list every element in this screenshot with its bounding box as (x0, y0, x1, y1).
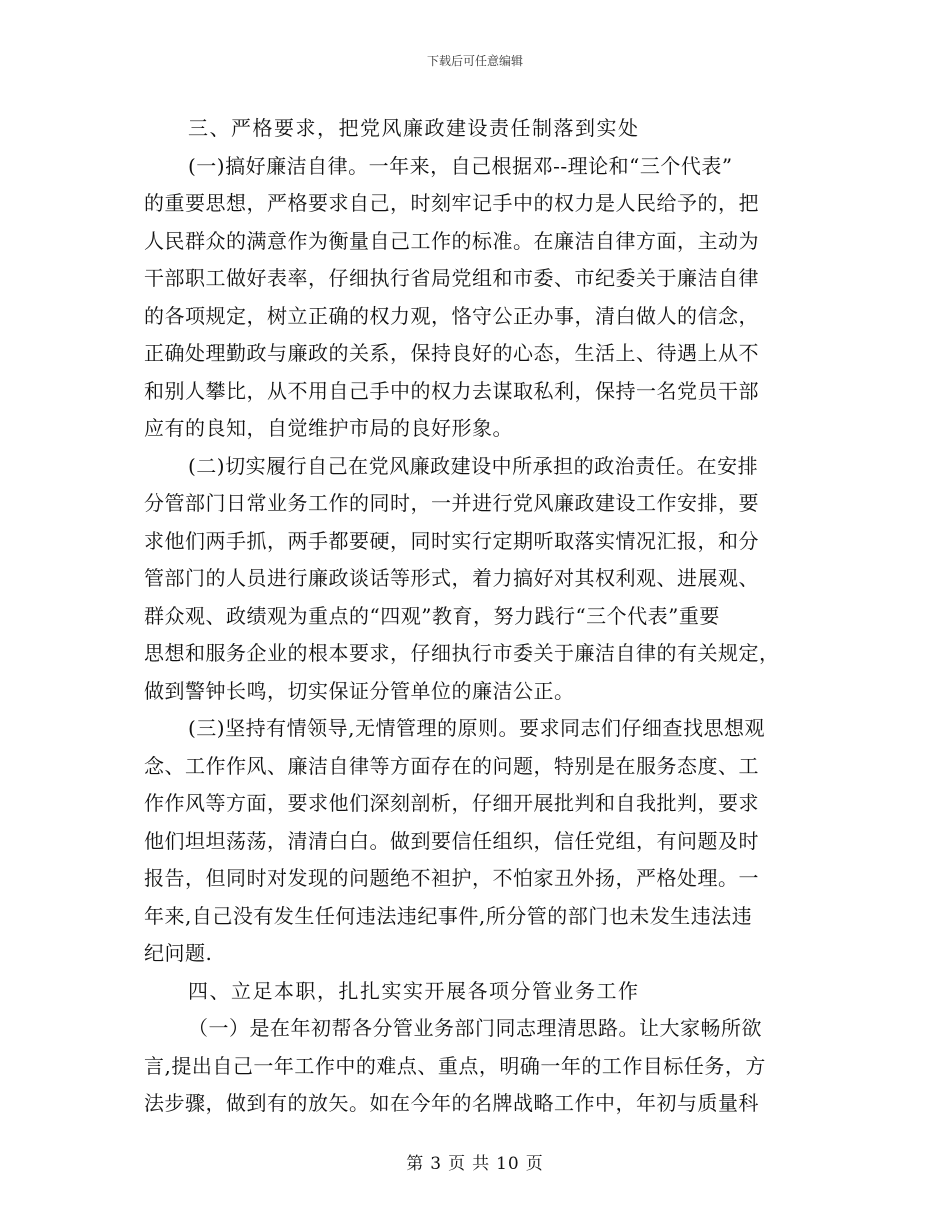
paragraph-line: 报告，但同时对发现的问题绝不袒护，不怕家丑外扬，严格处理。一 (144, 866, 759, 890)
paragraph-line: 求他们两手抓，两手都要硬，同时实行定期听取落实情况汇报，和分 (144, 528, 759, 553)
footer-suffix: 页 (525, 1154, 544, 1174)
page-header-note: 下载后可任意编辑 (426, 54, 523, 68)
section-heading: 三、严格要求，把党风廉政建设责任制落到实处 (188, 116, 640, 140)
paragraph-line: 的重要思想，严格要求自己，时刻牢记手中的权力是人民给予的，把 (144, 191, 759, 215)
footer-prefix: 第 (406, 1154, 425, 1174)
current-page-number: 3 (430, 1154, 443, 1174)
paragraph-line: 他们坦坦荡荡，清清白白。做到要信任组织，信任党组，有问题及时 (144, 828, 759, 853)
paragraph-line: 分管部门日常业务工作的同时，一并进行党风廉政建设工作安排，要 (144, 491, 759, 515)
document-body (144, 110, 809, 1123)
paragraph-line: (三)坚持有情领导,无情管理的原则。要求同志们仔细查找思想观 (188, 716, 765, 740)
footer-page-word: 页 (448, 1154, 467, 1174)
paragraph-line: （一）是在年初帮各分管业务部门同志理清思路。让大家畅所欲 (188, 1016, 762, 1040)
paragraph-line: 纪问题. (144, 941, 213, 965)
paragraph-line: 和别人攀比，从不用自己手中的权力去谋取私利，保持一名党员干部 (144, 378, 759, 403)
paragraph-line: 的各项规定，树立正确的权力观，恪守公正办事，清白做人的信念， (144, 303, 759, 328)
total-page-count: 10 (496, 1154, 520, 1174)
paragraph-line: 思想和服务企业的根本要求，仔细执行市委关于廉洁自律的有关规定， (144, 641, 780, 665)
paragraph-line: 群众观、政绩观为重点的“四观”教育，努力践行“三个代表”重要 (144, 603, 720, 628)
paragraph-line: 人民群众的满意作为衡量自己工作的标准。在廉洁自律方面，主动为 (144, 228, 759, 253)
paragraph-line: 应有的良知，自觉维护市局的良好形象。 (144, 416, 513, 440)
paragraph-line: 年来,自己没有发生任何违法违纪事件,所分管的部门也未发生违法违 (144, 903, 753, 928)
paragraph-line: 正确处理勤政与廉政的关系，保持良好的心态，生活上、待遇上从不 (144, 341, 759, 365)
section-heading: 四、立足本职，扎扎实实开展各项分管业务工作 (188, 978, 640, 1003)
footer-total-word: 共 (472, 1154, 491, 1174)
paragraph-line: 法步骤，做到有的放矢。如在今年的名牌战略工作中，年初与质量科 (144, 1091, 759, 1115)
paragraph-line: 干部职工做好表率，仔细执行省局党组和市委、市纪委关于廉洁自律 (144, 266, 759, 290)
paragraph-line: (二)切实履行自己在党风廉政建设中所承担的政治责任。在安排 (188, 453, 759, 478)
page-number-footer (0, 1153, 950, 1175)
paragraph-line: 管部门的人员进行廉政谈话等形式，着力搞好对其权利观、进展观、 (144, 566, 759, 590)
paragraph-line: 做到警钟长鸣，切实保证分管单位的廉洁公正。 (144, 678, 575, 703)
paragraph-line: 言,提出自己一年工作中的难点、重点，明确一年的工作目标任务，方 (144, 1053, 766, 1078)
paragraph-line: (一)搞好廉洁自律。一年来，自己根据邓--理论和“三个代表” (188, 153, 733, 178)
paragraph-line: 念、工作作风、廉洁自律等方面存在的问题，特别是在服务态度、工 (144, 753, 759, 778)
paragraph-line: 作作风等方面，要求他们深刻剖析，仔细开展批判和自我批判，要求 (144, 791, 759, 815)
